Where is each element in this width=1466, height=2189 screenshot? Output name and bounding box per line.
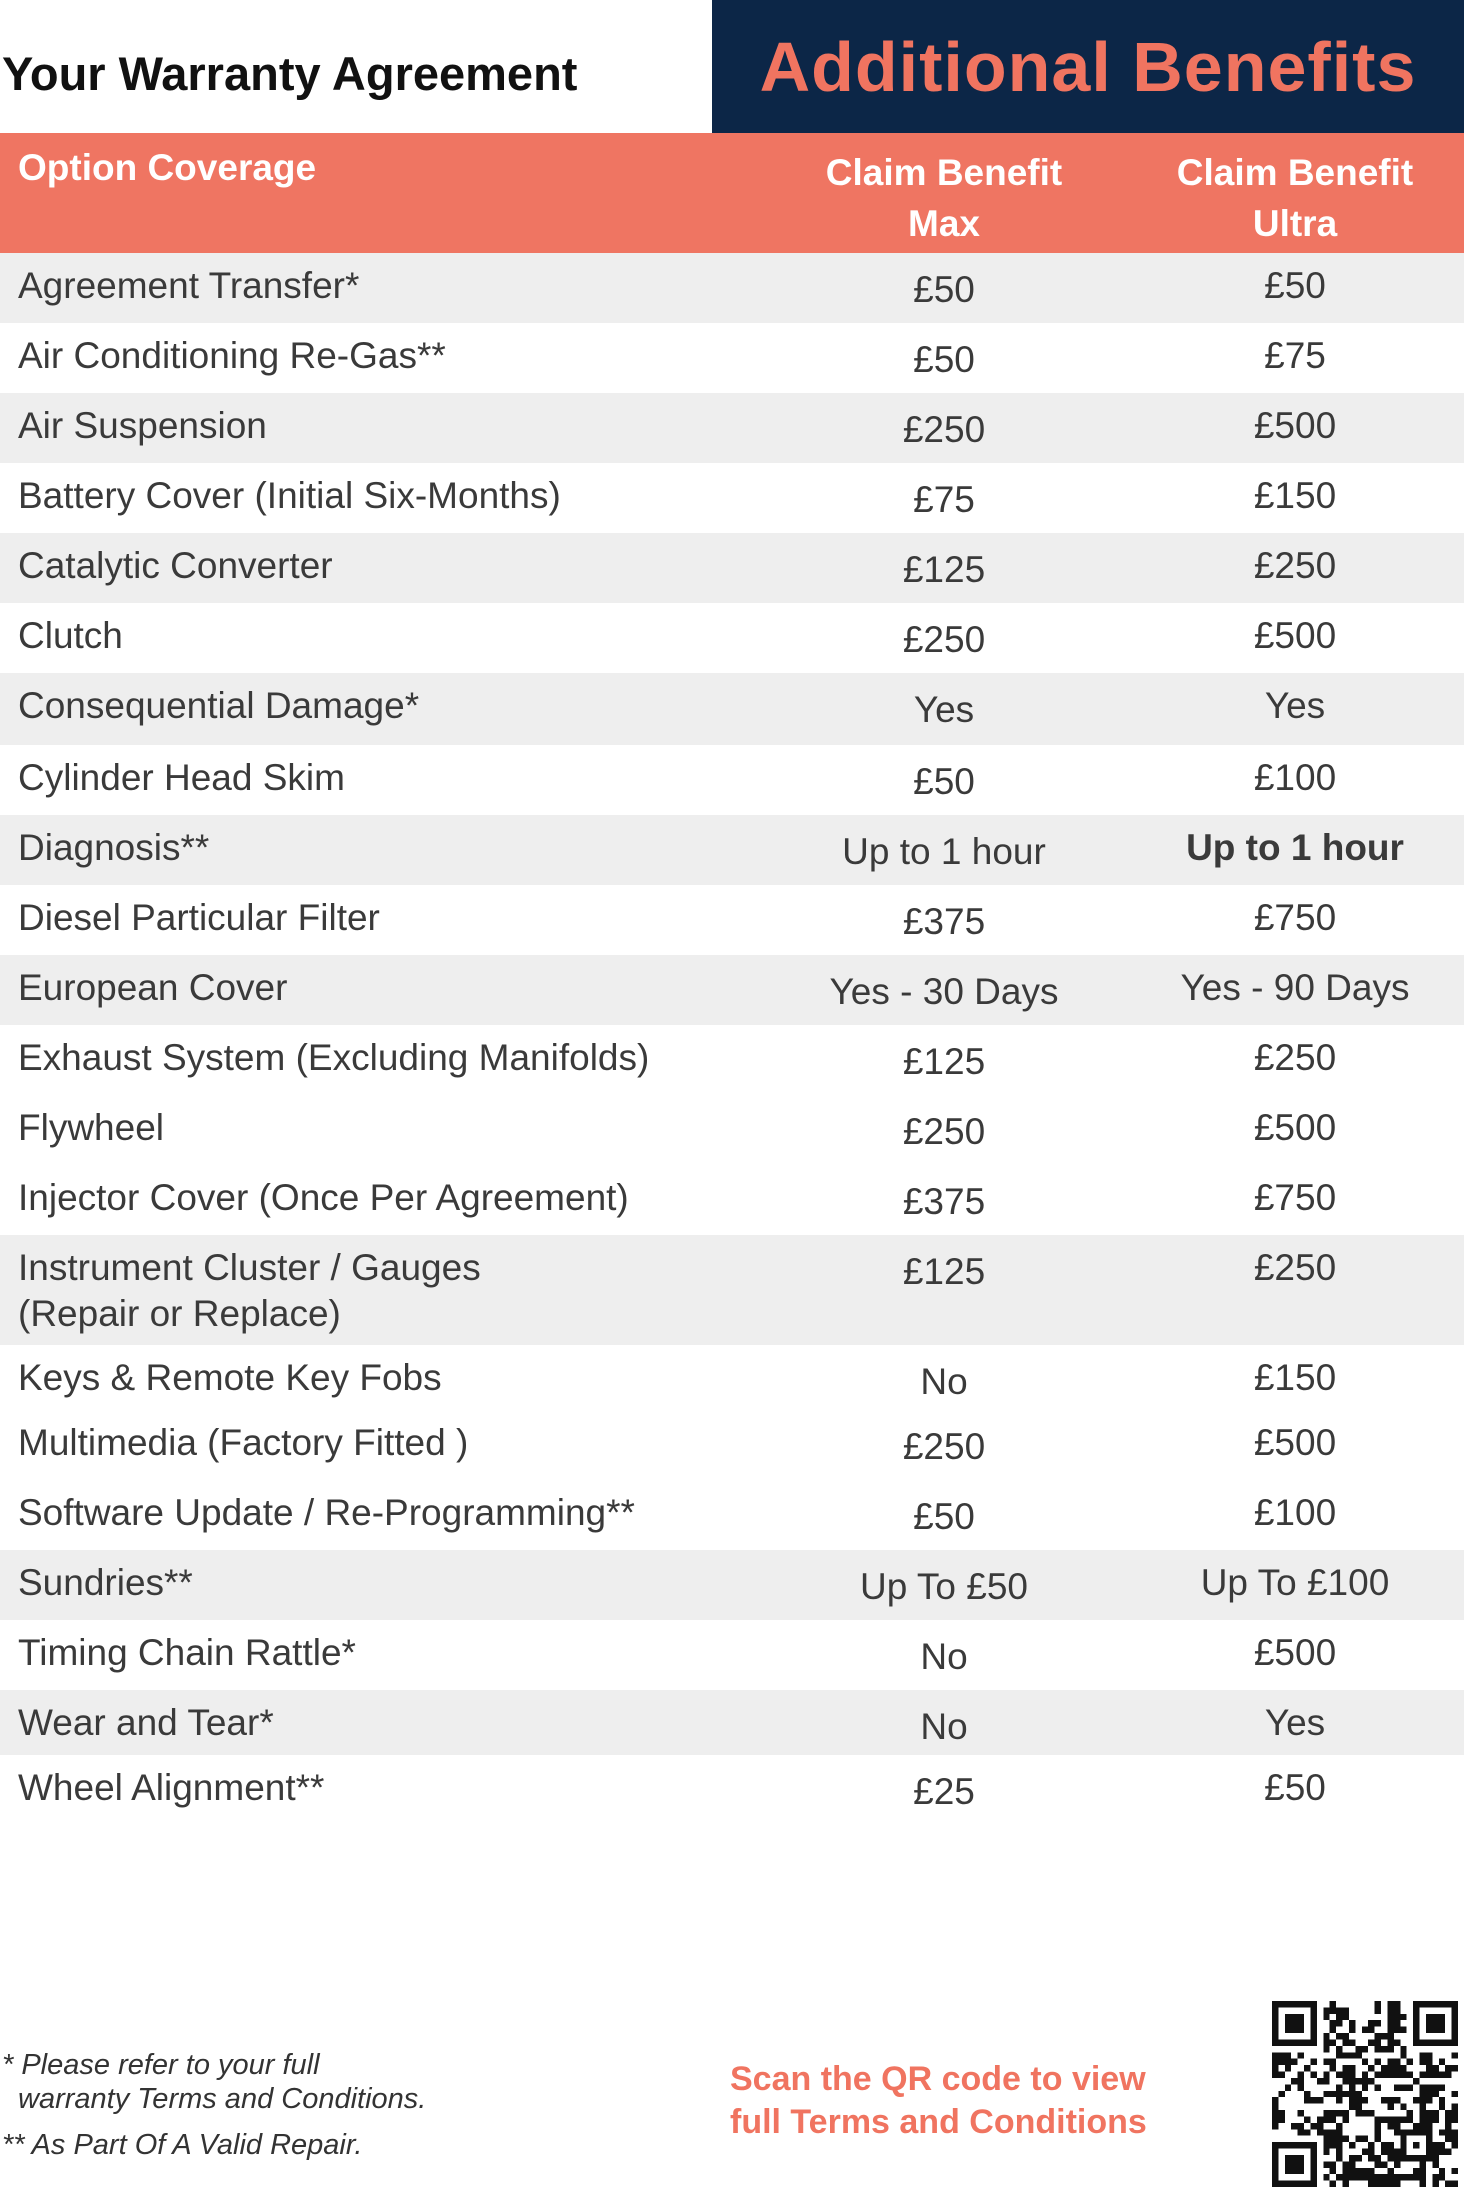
claim-benefit-ultra-value: £75 (1264, 335, 1326, 376)
claim-benefit-max-value: No (920, 1361, 968, 1402)
table-row (0, 603, 1464, 673)
option-name (18, 1105, 164, 1151)
scan-line: full Terms and Conditions (730, 2103, 1147, 2141)
option-name-line: Multimedia (Factory Fitted ) (18, 1422, 469, 1463)
claim-benefit-ultra-value: £500 (1253, 615, 1337, 656)
table-row (0, 745, 1464, 815)
qr-code-icon[interactable] (1272, 2001, 1458, 2187)
claim-benefit-max-value: £250 (902, 619, 986, 660)
option-name (18, 1035, 649, 1081)
option-name-line: Cylinder Head Skim (18, 757, 345, 798)
claim-benefit-max-value: £75 (913, 479, 975, 520)
option-name (18, 1245, 481, 1337)
option-name-line: (Repair or Replace) (18, 1293, 341, 1334)
option-name (18, 613, 123, 659)
claim-benefit-max-value: £375 (902, 1181, 986, 1222)
page-title: Your Warranty Agreement (2, 47, 578, 100)
footnote-double-asterisk: ** As Part Of A Valid Repair. (2, 2129, 363, 2161)
option-name (18, 1560, 193, 1606)
table-row (0, 885, 1464, 955)
option-name-line: Software Update / Re-Programming** (18, 1492, 635, 1533)
option-name-line: Air Conditioning Re-Gas** (18, 335, 446, 376)
column-header-max-line1: Claim Benefit (825, 152, 1063, 193)
claim-benefit-ultra-value: £150 (1253, 1357, 1337, 1398)
claim-benefit-max-value: £25 (913, 1771, 975, 1812)
option-name (18, 1700, 274, 1746)
table-header (0, 133, 1464, 253)
claim-benefit-ultra-value: £500 (1253, 405, 1337, 446)
option-name-line: Keys & Remote Key Fobs (18, 1357, 442, 1398)
claim-benefit-ultra-value: £750 (1253, 897, 1337, 938)
table-row (0, 1550, 1464, 1620)
option-name-line: Air Suspension (18, 405, 267, 446)
claim-benefit-ultra-value: Yes - 90 Days (1180, 967, 1410, 1008)
option-name-line: Sundries** (18, 1562, 193, 1603)
footnote-line: warranty Terms and Conditions. (18, 2083, 427, 2115)
option-name (18, 755, 345, 801)
claim-benefit-max-value: No (920, 1706, 968, 1747)
option-name-line: Injector Cover (Once Per Agreement) (18, 1177, 629, 1218)
claim-benefit-max-value: No (920, 1636, 968, 1677)
claim-benefit-max-value: £250 (902, 409, 986, 450)
option-name-line: Catalytic Converter (18, 545, 333, 586)
claim-benefit-max-value: Up to 1 hour (842, 831, 1046, 872)
option-name (18, 1765, 324, 1811)
option-name (18, 263, 359, 309)
claim-benefit-ultra-value: £250 (1253, 1037, 1337, 1078)
claim-benefit-ultra-value: £500 (1253, 1632, 1337, 1673)
claim-benefit-max-value: £50 (913, 1496, 975, 1537)
section-title: Additional Benefits (759, 27, 1417, 106)
footnote-line: * Please refer to your full (2, 2049, 320, 2081)
table-row (0, 1345, 1464, 1410)
option-name (18, 333, 446, 379)
claim-benefit-max-value: £125 (902, 1041, 986, 1082)
option-name (18, 895, 380, 941)
column-header-ultra-line2: Ultra (1252, 203, 1338, 244)
option-name-line: Flywheel (18, 1107, 164, 1148)
table-row (0, 1620, 1464, 1690)
option-name-line: Clutch (18, 615, 123, 656)
table-row (0, 1025, 1464, 1095)
option-name-line: Exhaust System (Excluding Manifolds) (18, 1037, 650, 1078)
claim-benefit-max-value: £250 (902, 1111, 986, 1152)
option-name (18, 1175, 629, 1221)
claim-benefit-max-value: £250 (902, 1426, 986, 1467)
option-name (18, 473, 561, 519)
option-name-line: Wheel Alignment** (18, 1767, 325, 1808)
scan-qr-callout (730, 2058, 1147, 2144)
claim-benefit-max-value: £50 (913, 761, 975, 802)
claim-benefit-ultra-value: Yes (1264, 1702, 1326, 1743)
footnote-single-asterisk (2, 2048, 426, 2116)
claim-benefit-max-value: £125 (902, 549, 986, 590)
table-row (0, 393, 1464, 463)
option-name-line: Instrument Cluster / Gauges (18, 1247, 481, 1288)
table-row (0, 815, 1464, 885)
table-row (0, 1235, 1464, 1345)
column-header-option-coverage: Option Coverage (18, 147, 317, 188)
table-row (0, 1480, 1464, 1550)
claim-benefit-ultra-value: £100 (1253, 1492, 1337, 1533)
claim-benefit-ultra-value: £250 (1253, 1247, 1337, 1288)
option-name (18, 1355, 442, 1401)
option-name-line: Diesel Particular Filter (18, 897, 380, 938)
claim-benefit-max-value: Yes - 30 Days (829, 971, 1059, 1012)
option-name (18, 683, 419, 729)
claim-benefit-max-value: £50 (913, 339, 975, 380)
table-row (0, 463, 1464, 533)
table-row (0, 533, 1464, 603)
table-row (0, 323, 1464, 393)
scan-line: Scan the QR code to view (730, 2060, 1146, 2098)
table-row (0, 1690, 1464, 1755)
claim-benefit-max-value: £125 (902, 1251, 986, 1292)
column-header-claim-benefit-ultra (1115, 147, 1466, 249)
claim-benefit-ultra-value: £250 (1253, 545, 1337, 586)
claim-benefit-ultra-value: Yes (1264, 685, 1326, 726)
header-left-panel (0, 0, 712, 133)
claim-benefit-ultra-value: £500 (1253, 1107, 1337, 1148)
column-header-claim-benefit-max (764, 147, 1124, 249)
option-name-line: Diagnosis** (18, 827, 210, 868)
footnotes (2, 2048, 426, 2162)
claim-benefit-ultra-value: Up To £100 (1200, 1562, 1390, 1603)
option-name (18, 1490, 635, 1536)
claim-benefit-ultra-value: £100 (1253, 757, 1337, 798)
table-row (0, 1095, 1464, 1165)
claim-benefit-max-value: £375 (902, 901, 986, 942)
table-body (0, 253, 1464, 1825)
option-name (18, 543, 333, 589)
column-header-ultra-line1: Claim Benefit (1176, 152, 1414, 193)
claim-benefit-ultra-value: £50 (1264, 265, 1326, 306)
option-name-line: Agreement Transfer* (18, 265, 360, 306)
claim-benefit-ultra-value: £150 (1253, 475, 1337, 516)
claim-benefit-max-value: Yes (913, 689, 975, 730)
header-right-panel (712, 0, 1464, 133)
option-name-line: Timing Chain Rattle* (18, 1632, 356, 1673)
claim-benefit-ultra-value: £500 (1253, 1422, 1337, 1463)
table-row (0, 253, 1464, 323)
column-header-max-line2: Max (908, 203, 980, 244)
table-row (0, 1410, 1464, 1480)
option-name-line: Wear and Tear* (18, 1702, 274, 1743)
option-name (18, 965, 287, 1011)
option-name-line: Consequential Damage* (18, 685, 420, 726)
option-name (18, 1420, 468, 1466)
claim-benefit-ultra-value: Up to 1 hour (1186, 827, 1404, 868)
option-name (18, 1630, 356, 1676)
table-row (0, 1755, 1464, 1825)
option-name (18, 403, 267, 449)
option-name (18, 825, 209, 871)
claim-benefit-max-value: Up To £50 (860, 1566, 1028, 1607)
table-row (0, 1165, 1464, 1235)
claim-benefit-ultra-value: £750 (1253, 1177, 1337, 1218)
claim-benefit-ultra-value: £50 (1264, 1767, 1326, 1808)
option-name-line: Battery Cover (Initial Six-Months) (18, 475, 561, 516)
claim-benefit-max-value: £50 (913, 269, 975, 310)
table-row (0, 673, 1464, 745)
option-name-line: European Cover (18, 967, 288, 1008)
table-row (0, 955, 1464, 1025)
